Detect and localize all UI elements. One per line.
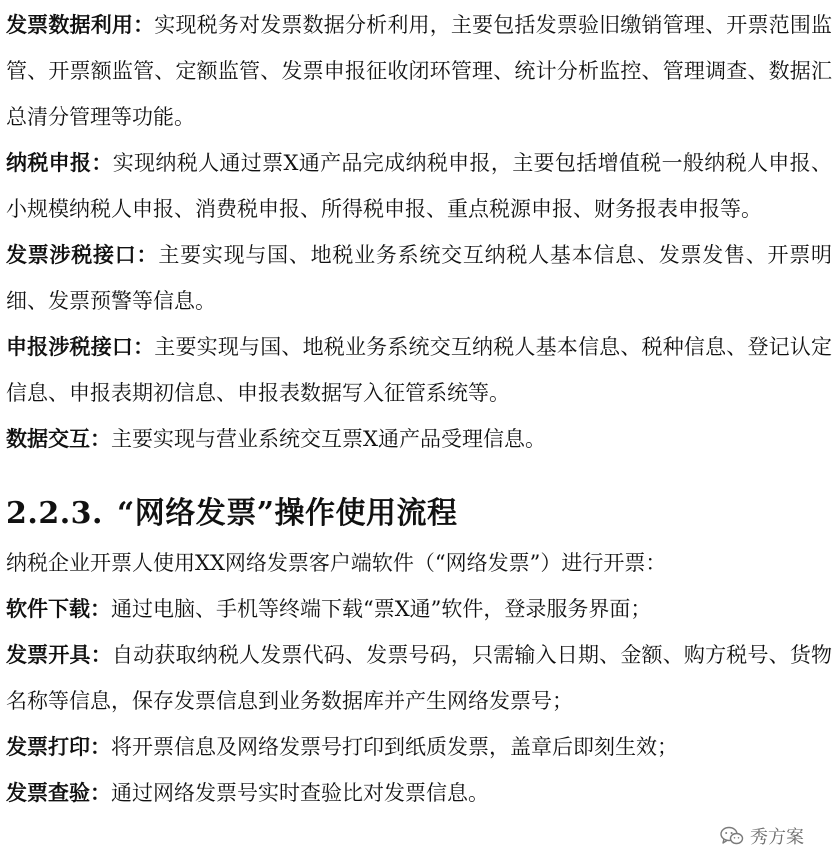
term-separator: ：	[90, 781, 111, 805]
term-label: 发票数据利用	[6, 13, 134, 37]
term-label: 纳税申报	[6, 151, 92, 175]
watermark	[714, 821, 810, 851]
term-separator: ：	[90, 427, 111, 451]
term-separator: ：	[90, 597, 111, 621]
term-separator: ：	[136, 243, 159, 267]
paragraph-software-download	[6, 586, 832, 632]
paragraph-text: 将开票信息及网络发票号打印到纸质发票，盖章后即刻生效；	[111, 735, 678, 759]
section-title: “网络发票”操作使用流程	[116, 496, 458, 531]
paragraph-text: 主要实现与国、地税业务系统交互纳税人基本信息、发票发售、开票明细、发票预警等信息。	[6, 243, 833, 313]
paragraph-text: 自动获取纳税人发票代码、发票号码，只需输入日期、金额、购方税号、货物名称等信息，保存发票信息到业务数据库并产生网络发票号；	[6, 643, 833, 713]
term-separator: ：	[90, 643, 112, 667]
paragraph-invoice-tax-interface	[6, 232, 832, 324]
section-heading	[6, 492, 832, 536]
term-separator: ：	[133, 335, 155, 359]
term-label: 软件下载	[6, 597, 90, 621]
term-label: 申报涉税接口	[6, 335, 134, 359]
paragraph-invoice-verification	[6, 770, 832, 816]
paragraph-text: 主要实现与国、地税业务系统交互纳税人基本信息、税种信息、登记认定信息、申报表期初信息、申报表数据写入征管系统等。	[6, 335, 833, 405]
term-label: 发票查验	[6, 781, 90, 805]
section-number: 2.2.3.	[6, 496, 103, 531]
paragraph-data-exchange	[6, 416, 832, 462]
term-label: 发票打印	[6, 735, 90, 759]
term-label: 发票开具	[6, 643, 91, 667]
paragraph-intro: 纳税企业开票人使用XX网络发票客户端软件（“网络发票”）进行开票：	[6, 551, 667, 575]
term-separator: ：	[90, 735, 111, 759]
term-separator: ：	[133, 13, 155, 37]
paragraph-text: 通过电脑、手机等终端下载“票X通”软件，登录服务界面；	[111, 597, 652, 621]
paragraph-tax-filing	[6, 140, 832, 232]
term-label: 数据交互	[6, 427, 90, 451]
wechat-icon	[720, 826, 744, 846]
term-label: 发票涉税接口	[6, 243, 137, 267]
paragraph-invoice-printing	[6, 724, 832, 770]
paragraph-text: 实现纳税人通过票X通产品完成纳税申报，主要包括增值税一般纳税人申报、小规模纳税人申报、消费税申报、所得税申报、重点税源申报、财务报表申报等。	[6, 151, 832, 221]
paragraph-text: 实现税务对发票数据分析利用，主要包括发票验旧缴销管理、开票范围监管、开票额监管、定额监管、发票申报征收闭环管理、统计分析监控、管理调查、数据汇总清分管理等功能。	[6, 13, 833, 129]
paragraph-filing-tax-interface	[6, 324, 832, 416]
paragraph-invoice-issuing	[6, 632, 832, 724]
paragraph-text: 通过网络发票号实时查验比对发票信息。	[111, 781, 489, 805]
paragraph-invoice-data-usage	[6, 2, 832, 140]
term-separator: ：	[91, 151, 113, 175]
paragraph-text: 主要实现与营业系统交互票X通产品受理信息。	[111, 427, 546, 451]
watermark-label: 秀方案	[750, 827, 804, 848]
